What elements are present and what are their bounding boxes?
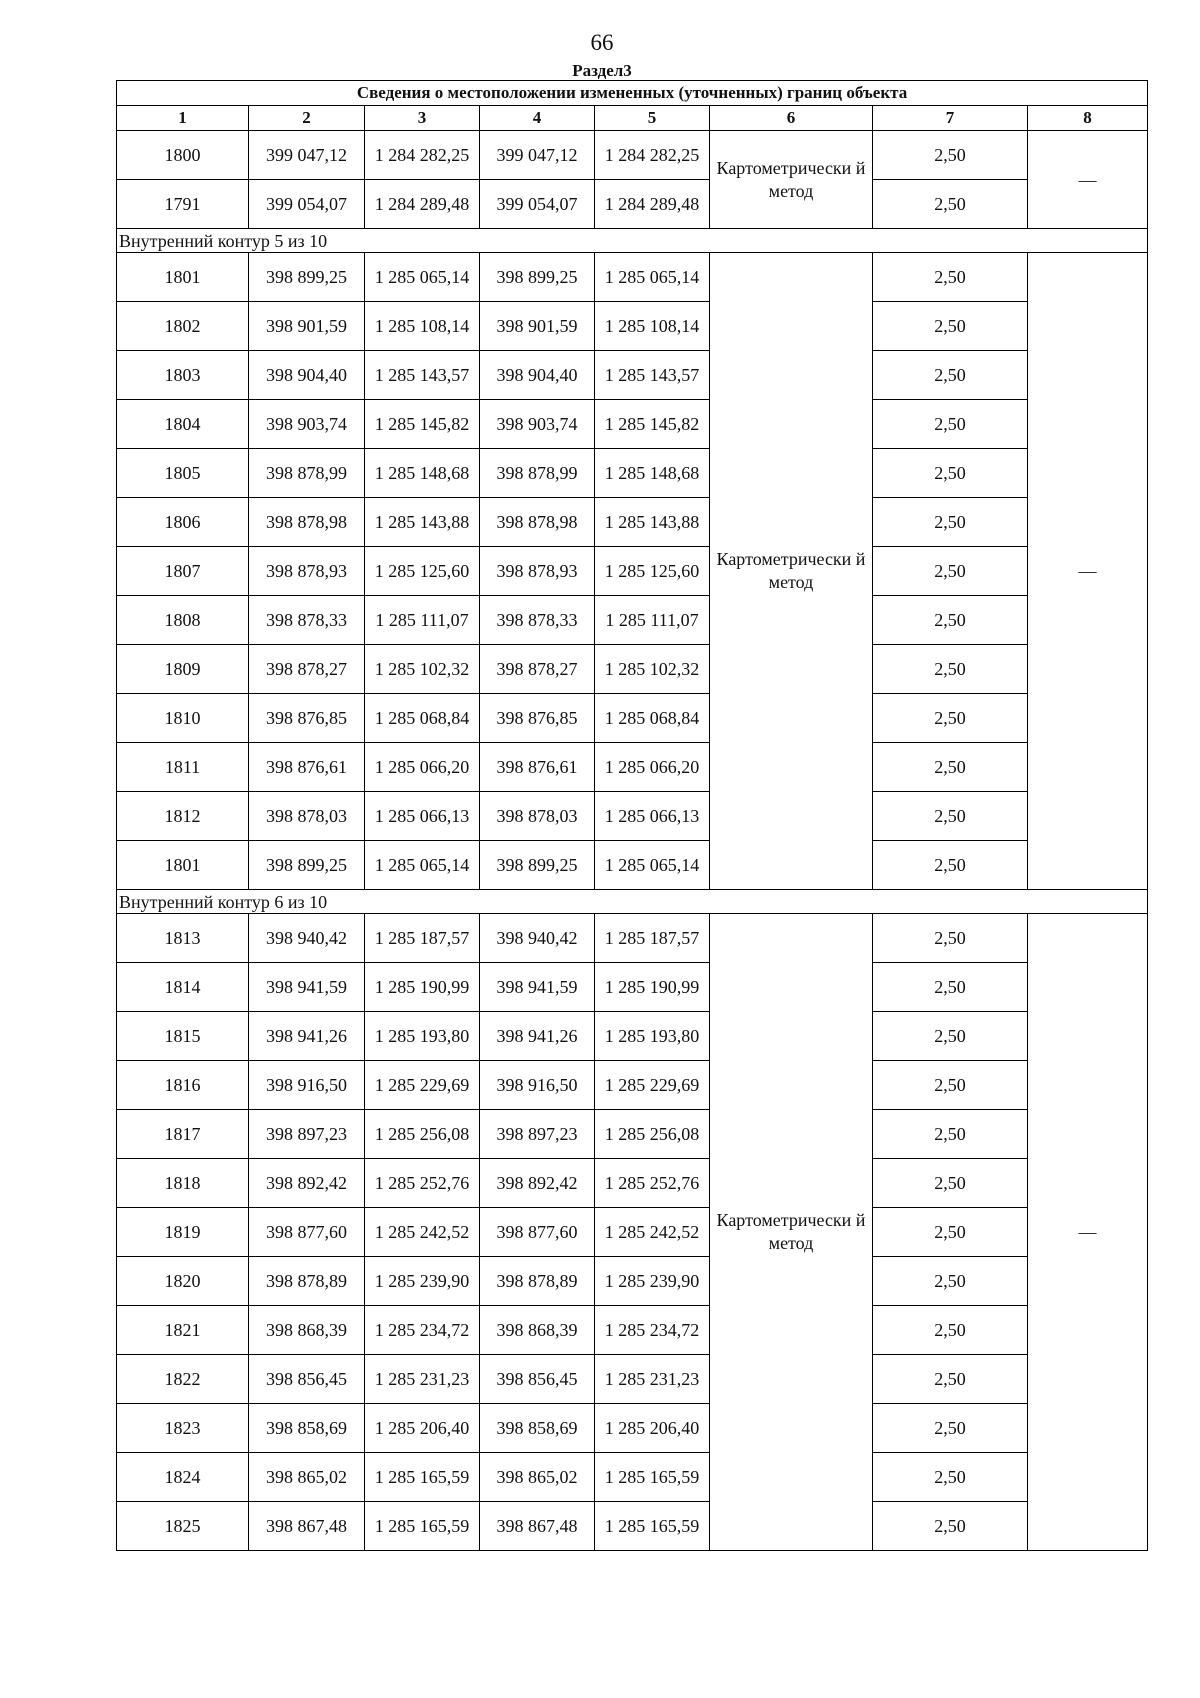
x-coordinate: 398 903,74 bbox=[249, 400, 365, 449]
dash-cell: — bbox=[1028, 253, 1148, 890]
table-row bbox=[117, 1257, 1148, 1306]
y-coordinate: 1 285 143,88 bbox=[365, 498, 480, 547]
x-coordinate-refined: 398 878,89 bbox=[480, 1257, 595, 1306]
x-coordinate: 398 941,26 bbox=[249, 1012, 365, 1061]
x-coordinate: 398 867,48 bbox=[249, 1502, 365, 1551]
x-coordinate-refined: 398 878,03 bbox=[480, 792, 595, 841]
table-row bbox=[117, 743, 1148, 792]
y-coordinate: 1 285 102,32 bbox=[365, 645, 480, 694]
y-coordinate: 1 285 234,72 bbox=[365, 1306, 480, 1355]
table-row bbox=[117, 1159, 1148, 1208]
x-coordinate: 398 941,59 bbox=[249, 963, 365, 1012]
accuracy-value: 2,50 bbox=[873, 1012, 1028, 1061]
table-row bbox=[117, 1453, 1148, 1502]
x-coordinate: 398 868,39 bbox=[249, 1306, 365, 1355]
table-title-row bbox=[117, 81, 1148, 106]
y-coordinate: 1 285 165,59 bbox=[365, 1502, 480, 1551]
accuracy-value: 2,50 bbox=[873, 963, 1028, 1012]
y-coordinate: 1 284 282,25 bbox=[365, 131, 480, 180]
x-coordinate-refined: 398 897,23 bbox=[480, 1110, 595, 1159]
x-coordinate-refined: 398 865,02 bbox=[480, 1453, 595, 1502]
x-coordinate-refined: 398 878,93 bbox=[480, 547, 595, 596]
y-coordinate-refined: 1 285 165,59 bbox=[595, 1453, 710, 1502]
y-coordinate-refined: 1 285 229,69 bbox=[595, 1061, 710, 1110]
y-coordinate: 1 285 252,76 bbox=[365, 1159, 480, 1208]
x-coordinate: 398 876,85 bbox=[249, 694, 365, 743]
y-coordinate: 1 285 108,14 bbox=[365, 302, 480, 351]
x-coordinate: 398 878,93 bbox=[249, 547, 365, 596]
table-row bbox=[117, 1404, 1148, 1453]
x-coordinate-refined: 398 876,85 bbox=[480, 694, 595, 743]
boundary-table bbox=[116, 80, 1148, 1551]
accuracy-value: 2,50 bbox=[873, 180, 1028, 229]
y-coordinate-refined: 1 285 242,52 bbox=[595, 1208, 710, 1257]
accuracy-value: 2,50 bbox=[873, 1404, 1028, 1453]
accuracy-value: 2,50 bbox=[873, 743, 1028, 792]
accuracy-value: 2,50 bbox=[873, 792, 1028, 841]
contour-label: Внутренний контур 6 из 10 bbox=[117, 890, 1148, 914]
x-coordinate-refined: 398 901,59 bbox=[480, 302, 595, 351]
point-number: 1812 bbox=[117, 792, 249, 841]
accuracy-value: 2,50 bbox=[873, 449, 1028, 498]
accuracy-value: 2,50 bbox=[873, 1502, 1028, 1551]
y-coordinate: 1 285 145,82 bbox=[365, 400, 480, 449]
x-coordinate: 398 878,99 bbox=[249, 449, 365, 498]
x-coordinate: 399 047,12 bbox=[249, 131, 365, 180]
point-number: 1811 bbox=[117, 743, 249, 792]
table-row bbox=[117, 131, 1148, 180]
x-coordinate-refined: 399 054,07 bbox=[480, 180, 595, 229]
column-header: 6 bbox=[710, 106, 873, 131]
column-header-row bbox=[117, 106, 1148, 131]
x-coordinate: 398 916,50 bbox=[249, 1061, 365, 1110]
y-coordinate: 1 285 242,52 bbox=[365, 1208, 480, 1257]
table-row bbox=[117, 694, 1148, 743]
y-coordinate-refined: 1 285 165,59 bbox=[595, 1502, 710, 1551]
y-coordinate: 1 285 066,20 bbox=[365, 743, 480, 792]
column-header: 8 bbox=[1028, 106, 1148, 131]
y-coordinate: 1 285 239,90 bbox=[365, 1257, 480, 1306]
x-coordinate: 398 940,42 bbox=[249, 914, 365, 963]
point-number: 1802 bbox=[117, 302, 249, 351]
x-coordinate: 398 892,42 bbox=[249, 1159, 365, 1208]
y-coordinate-refined: 1 285 102,32 bbox=[595, 645, 710, 694]
table-row bbox=[117, 914, 1148, 963]
y-coordinate-refined: 1 285 143,88 bbox=[595, 498, 710, 547]
y-coordinate-refined: 1 285 190,99 bbox=[595, 963, 710, 1012]
table-title: Сведения о местоположении измененных (уточненных) границ объекта bbox=[117, 81, 1148, 106]
y-coordinate-refined: 1 285 066,13 bbox=[595, 792, 710, 841]
x-coordinate: 398 858,69 bbox=[249, 1404, 365, 1453]
point-number: 1816 bbox=[117, 1061, 249, 1110]
x-coordinate: 398 878,89 bbox=[249, 1257, 365, 1306]
x-coordinate: 398 856,45 bbox=[249, 1355, 365, 1404]
table-row bbox=[117, 841, 1148, 890]
point-number: 1791 bbox=[117, 180, 249, 229]
point-number: 1801 bbox=[117, 253, 249, 302]
y-coordinate-refined: 1 285 111,07 bbox=[595, 596, 710, 645]
y-coordinate: 1 285 193,80 bbox=[365, 1012, 480, 1061]
y-coordinate: 1 285 165,59 bbox=[365, 1453, 480, 1502]
point-number: 1807 bbox=[117, 547, 249, 596]
table-row bbox=[117, 1355, 1148, 1404]
point-number: 1801 bbox=[117, 841, 249, 890]
point-number: 1824 bbox=[117, 1453, 249, 1502]
point-number: 1819 bbox=[117, 1208, 249, 1257]
accuracy-value: 2,50 bbox=[873, 547, 1028, 596]
accuracy-value: 2,50 bbox=[873, 131, 1028, 180]
y-coordinate-refined: 1 285 066,20 bbox=[595, 743, 710, 792]
table-row bbox=[117, 498, 1148, 547]
point-number: 1814 bbox=[117, 963, 249, 1012]
y-coordinate-refined: 1 285 145,82 bbox=[595, 400, 710, 449]
x-coordinate-refined: 398 940,42 bbox=[480, 914, 595, 963]
table-row bbox=[117, 1208, 1148, 1257]
dash-cell: — bbox=[1028, 914, 1148, 1551]
table-row bbox=[117, 180, 1148, 229]
point-number: 1825 bbox=[117, 1502, 249, 1551]
accuracy-value: 2,50 bbox=[873, 351, 1028, 400]
dash-cell: — bbox=[1028, 131, 1148, 229]
y-coordinate: 1 285 111,07 bbox=[365, 596, 480, 645]
table-row bbox=[117, 351, 1148, 400]
accuracy-value: 2,50 bbox=[873, 498, 1028, 547]
y-coordinate: 1 285 190,99 bbox=[365, 963, 480, 1012]
x-coordinate-refined: 398 941,26 bbox=[480, 1012, 595, 1061]
y-coordinate-refined: 1 285 108,14 bbox=[595, 302, 710, 351]
table-row bbox=[117, 449, 1148, 498]
x-coordinate-refined: 398 941,59 bbox=[480, 963, 595, 1012]
table-row bbox=[117, 645, 1148, 694]
y-coordinate: 1 284 289,48 bbox=[365, 180, 480, 229]
x-coordinate-refined: 398 899,25 bbox=[480, 253, 595, 302]
y-coordinate-refined: 1 285 206,40 bbox=[595, 1404, 710, 1453]
accuracy-value: 2,50 bbox=[873, 253, 1028, 302]
table-row bbox=[117, 1110, 1148, 1159]
x-coordinate: 398 878,33 bbox=[249, 596, 365, 645]
x-coordinate: 398 899,25 bbox=[249, 841, 365, 890]
y-coordinate-refined: 1 285 148,68 bbox=[595, 449, 710, 498]
x-coordinate: 398 904,40 bbox=[249, 351, 365, 400]
column-header: 2 bbox=[249, 106, 365, 131]
table-row bbox=[117, 1012, 1148, 1061]
point-number: 1815 bbox=[117, 1012, 249, 1061]
accuracy-value: 2,50 bbox=[873, 914, 1028, 963]
x-coordinate-refined: 398 858,69 bbox=[480, 1404, 595, 1453]
y-coordinate: 1 285 148,68 bbox=[365, 449, 480, 498]
accuracy-value: 2,50 bbox=[873, 841, 1028, 890]
page-number: 66 bbox=[590, 30, 614, 55]
y-coordinate-refined: 1 285 125,60 bbox=[595, 547, 710, 596]
table-body bbox=[117, 81, 1148, 1551]
method-cell: Картометрически й метод bbox=[710, 131, 873, 229]
y-coordinate: 1 285 206,40 bbox=[365, 1404, 480, 1453]
accuracy-value: 2,50 bbox=[873, 645, 1028, 694]
accuracy-value: 2,50 bbox=[873, 400, 1028, 449]
x-coordinate-refined: 398 856,45 bbox=[480, 1355, 595, 1404]
x-coordinate-refined: 398 876,61 bbox=[480, 743, 595, 792]
x-coordinate-refined: 398 867,48 bbox=[480, 1502, 595, 1551]
y-coordinate-refined: 1 285 231,23 bbox=[595, 1355, 710, 1404]
y-coordinate-refined: 1 285 252,76 bbox=[595, 1159, 710, 1208]
point-number: 1817 bbox=[117, 1110, 249, 1159]
column-header: 3 bbox=[365, 106, 480, 131]
accuracy-value: 2,50 bbox=[873, 1355, 1028, 1404]
y-coordinate-refined: 1 284 282,25 bbox=[595, 131, 710, 180]
y-coordinate-refined: 1 285 068,84 bbox=[595, 694, 710, 743]
table-row bbox=[117, 400, 1148, 449]
contour-label: Внутренний контур 5 из 10 bbox=[117, 229, 1148, 253]
y-coordinate-refined: 1 285 187,57 bbox=[595, 914, 710, 963]
point-number: 1800 bbox=[117, 131, 249, 180]
point-number: 1820 bbox=[117, 1257, 249, 1306]
accuracy-value: 2,50 bbox=[873, 1061, 1028, 1110]
point-number: 1823 bbox=[117, 1404, 249, 1453]
x-coordinate-refined: 398 903,74 bbox=[480, 400, 595, 449]
y-coordinate: 1 285 187,57 bbox=[365, 914, 480, 963]
table-row bbox=[117, 302, 1148, 351]
point-number: 1803 bbox=[117, 351, 249, 400]
accuracy-value: 2,50 bbox=[873, 1208, 1028, 1257]
x-coordinate-refined: 398 878,33 bbox=[480, 596, 595, 645]
x-coordinate-refined: 398 878,98 bbox=[480, 498, 595, 547]
column-header: 1 bbox=[117, 106, 249, 131]
y-coordinate-refined: 1 285 143,57 bbox=[595, 351, 710, 400]
y-coordinate-refined: 1 285 256,08 bbox=[595, 1110, 710, 1159]
x-coordinate: 398 876,61 bbox=[249, 743, 365, 792]
table-row bbox=[117, 1061, 1148, 1110]
accuracy-value: 2,50 bbox=[873, 1257, 1028, 1306]
point-number: 1821 bbox=[117, 1306, 249, 1355]
y-coordinate-refined: 1 285 193,80 bbox=[595, 1012, 710, 1061]
point-number: 1822 bbox=[117, 1355, 249, 1404]
y-coordinate: 1 285 068,84 bbox=[365, 694, 480, 743]
y-coordinate: 1 285 143,57 bbox=[365, 351, 480, 400]
point-number: 1810 bbox=[117, 694, 249, 743]
accuracy-value: 2,50 bbox=[873, 596, 1028, 645]
accuracy-value: 2,50 bbox=[873, 1453, 1028, 1502]
x-coordinate-refined: 398 904,40 bbox=[480, 351, 595, 400]
column-header: 4 bbox=[480, 106, 595, 131]
x-coordinate: 398 899,25 bbox=[249, 253, 365, 302]
y-coordinate: 1 285 231,23 bbox=[365, 1355, 480, 1404]
contour-row bbox=[117, 229, 1148, 253]
table-row bbox=[117, 792, 1148, 841]
x-coordinate-refined: 398 877,60 bbox=[480, 1208, 595, 1257]
accuracy-value: 2,50 bbox=[873, 1159, 1028, 1208]
accuracy-value: 2,50 bbox=[873, 694, 1028, 743]
table-row bbox=[117, 547, 1148, 596]
table-row bbox=[117, 596, 1148, 645]
y-coordinate: 1 285 229,69 bbox=[365, 1061, 480, 1110]
point-number: 1805 bbox=[117, 449, 249, 498]
accuracy-value: 2,50 bbox=[873, 1110, 1028, 1159]
section-title: Раздел3 bbox=[572, 61, 632, 80]
table-row bbox=[117, 963, 1148, 1012]
y-coordinate: 1 285 066,13 bbox=[365, 792, 480, 841]
y-coordinate: 1 285 125,60 bbox=[365, 547, 480, 596]
column-header: 7 bbox=[873, 106, 1028, 131]
y-coordinate-refined: 1 285 065,14 bbox=[595, 253, 710, 302]
x-coordinate: 398 877,60 bbox=[249, 1208, 365, 1257]
accuracy-value: 2,50 bbox=[873, 1306, 1028, 1355]
point-number: 1818 bbox=[117, 1159, 249, 1208]
point-number: 1806 bbox=[117, 498, 249, 547]
y-coordinate-refined: 1 285 234,72 bbox=[595, 1306, 710, 1355]
x-coordinate-refined: 398 868,39 bbox=[480, 1306, 595, 1355]
x-coordinate: 398 878,03 bbox=[249, 792, 365, 841]
x-coordinate: 398 878,98 bbox=[249, 498, 365, 547]
x-coordinate: 398 878,27 bbox=[249, 645, 365, 694]
x-coordinate-refined: 398 878,99 bbox=[480, 449, 595, 498]
method-cell: Картометрически й метод bbox=[710, 914, 873, 1551]
y-coordinate-refined: 1 284 289,48 bbox=[595, 180, 710, 229]
x-coordinate: 399 054,07 bbox=[249, 180, 365, 229]
column-header: 5 bbox=[595, 106, 710, 131]
point-number: 1813 bbox=[117, 914, 249, 963]
method-cell: Картометрически й метод bbox=[710, 253, 873, 890]
x-coordinate-refined: 398 892,42 bbox=[480, 1159, 595, 1208]
y-coordinate: 1 285 065,14 bbox=[365, 841, 480, 890]
accuracy-value: 2,50 bbox=[873, 302, 1028, 351]
y-coordinate: 1 285 256,08 bbox=[365, 1110, 480, 1159]
y-coordinate: 1 285 065,14 bbox=[365, 253, 480, 302]
point-number: 1808 bbox=[117, 596, 249, 645]
x-coordinate: 398 901,59 bbox=[249, 302, 365, 351]
point-number: 1804 bbox=[117, 400, 249, 449]
table-row bbox=[117, 1306, 1148, 1355]
x-coordinate-refined: 398 899,25 bbox=[480, 841, 595, 890]
point-number: 1809 bbox=[117, 645, 249, 694]
x-coordinate-refined: 399 047,12 bbox=[480, 131, 595, 180]
contour-row bbox=[117, 890, 1148, 914]
table-row bbox=[117, 1502, 1148, 1551]
x-coordinate-refined: 398 916,50 bbox=[480, 1061, 595, 1110]
x-coordinate: 398 865,02 bbox=[249, 1453, 365, 1502]
y-coordinate-refined: 1 285 239,90 bbox=[595, 1257, 710, 1306]
y-coordinate-refined: 1 285 065,14 bbox=[595, 841, 710, 890]
x-coordinate: 398 897,23 bbox=[249, 1110, 365, 1159]
x-coordinate-refined: 398 878,27 bbox=[480, 645, 595, 694]
table-row bbox=[117, 253, 1148, 302]
